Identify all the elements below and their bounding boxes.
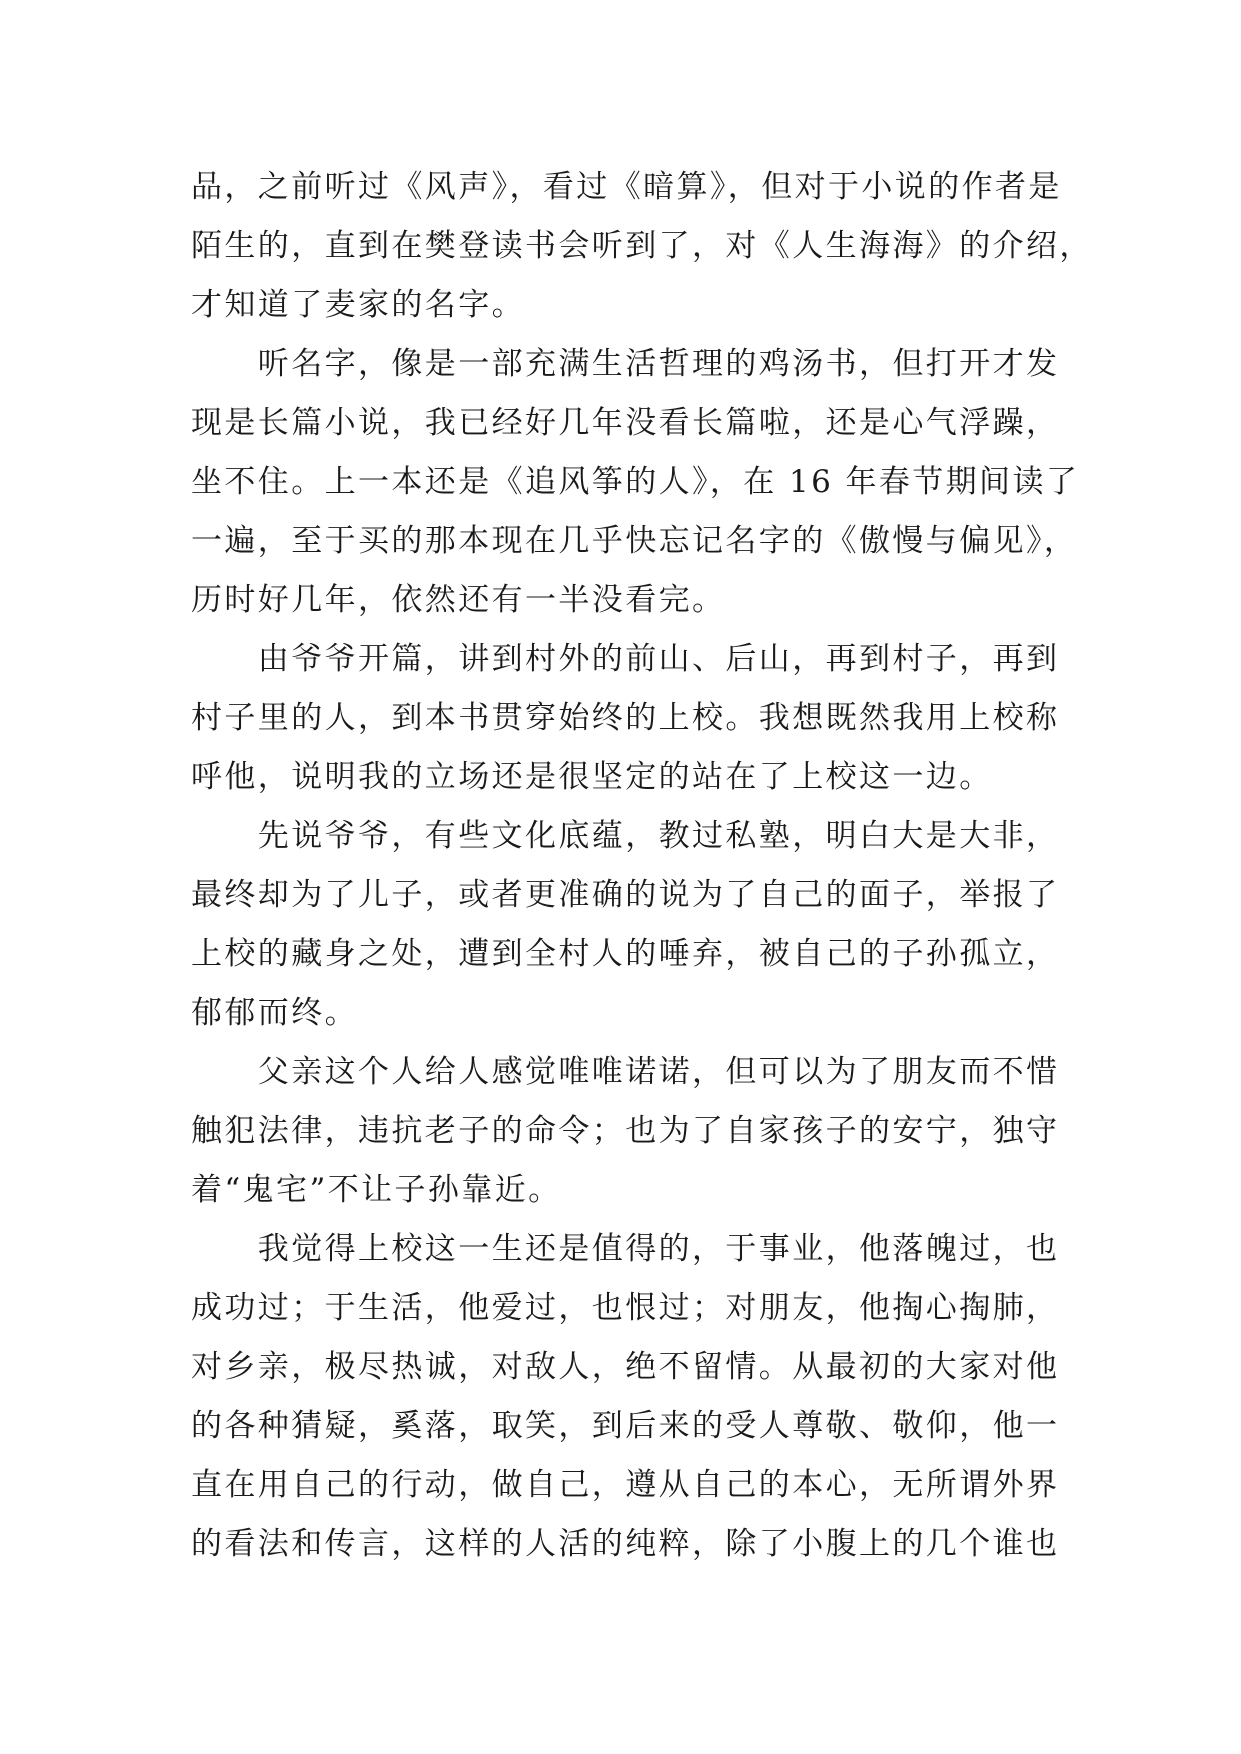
- text-line: 着“鬼宅”不让子孙靠近。: [191, 1172, 562, 1208]
- text-line: 听名字，像是一部充满生活哲理的鸡汤书，但打开才发: [191, 346, 1060, 382]
- text-line: 才知道了麦家的名字。: [191, 287, 525, 323]
- text-line: 郁郁而终。: [191, 995, 358, 1031]
- text-line: 直在用自己的行动，做自己，遵从自己的本心，无所谓外界: [191, 1467, 1060, 1503]
- text-line: 呼他，说明我的立场还是很坚定的站在了上校这一边。: [191, 759, 993, 795]
- text-line: 陌生的，直到在樊登读书会听到了，对《人生海海》的介绍，: [191, 228, 1093, 264]
- text-line: 父亲这个人给人感觉唯唯诺诺，但可以为了朋友而不惜: [191, 1054, 1060, 1090]
- text-line: 的各种猜疑，奚落，取笑，到后来的受人尊敬、敬仰，他一: [191, 1408, 1060, 1444]
- text-line: 由爷爷开篇，讲到村外的前山、后山，再到村子，再到: [191, 641, 1060, 677]
- text-line: 最终却为了儿子，或者更准确的说为了自己的面子，举报了: [191, 877, 1060, 913]
- text-line: 品，之前听过《风声》，看过《暗算》，但对于小说的作者是: [191, 169, 1062, 205]
- text-line: 坐不住。上一本还是《追风筝的人》，在 16 年春节期间读了: [191, 464, 1080, 500]
- text-line: 先说爷爷，有些文化底蕴，教过私塾，明白大是大非，: [191, 818, 1060, 854]
- text-line: 现是长篇小说，我已经好几年没看长篇啦，还是心气浮躁，: [191, 405, 1060, 441]
- text-line: 的看法和传言，这样的人活的纯粹，除了小腹上的几个谁也: [191, 1526, 1060, 1562]
- text-line: 成功过；于生活，他爱过，也恨过；对朋友，他掏心掏肺，: [191, 1290, 1060, 1326]
- text-line: 上校的藏身之处，遭到全村人的唾弃，被自己的子孙孤立，: [191, 936, 1060, 972]
- text-line: 村子里的人，到本书贯穿始终的上校。我想既然我用上校称: [191, 700, 1060, 736]
- text-line: 触犯法律，违抗老子的命令；也为了自家孩子的安宁，独守: [191, 1113, 1060, 1149]
- body-text: [191, 158, 1093, 1574]
- text-line: 我觉得上校这一生还是值得的，于事业，他落魄过，也: [191, 1231, 1060, 1267]
- text-line: 历时好几年，依然还有一半没看完。: [191, 582, 726, 618]
- text-line: 一遍，至于买的那本现在几乎快忘记名字的《傲慢与偏见》，: [191, 523, 1078, 559]
- text-line: 对乡亲，极尽热诚，对敌人，绝不留情。从最初的大家对他: [191, 1349, 1060, 1385]
